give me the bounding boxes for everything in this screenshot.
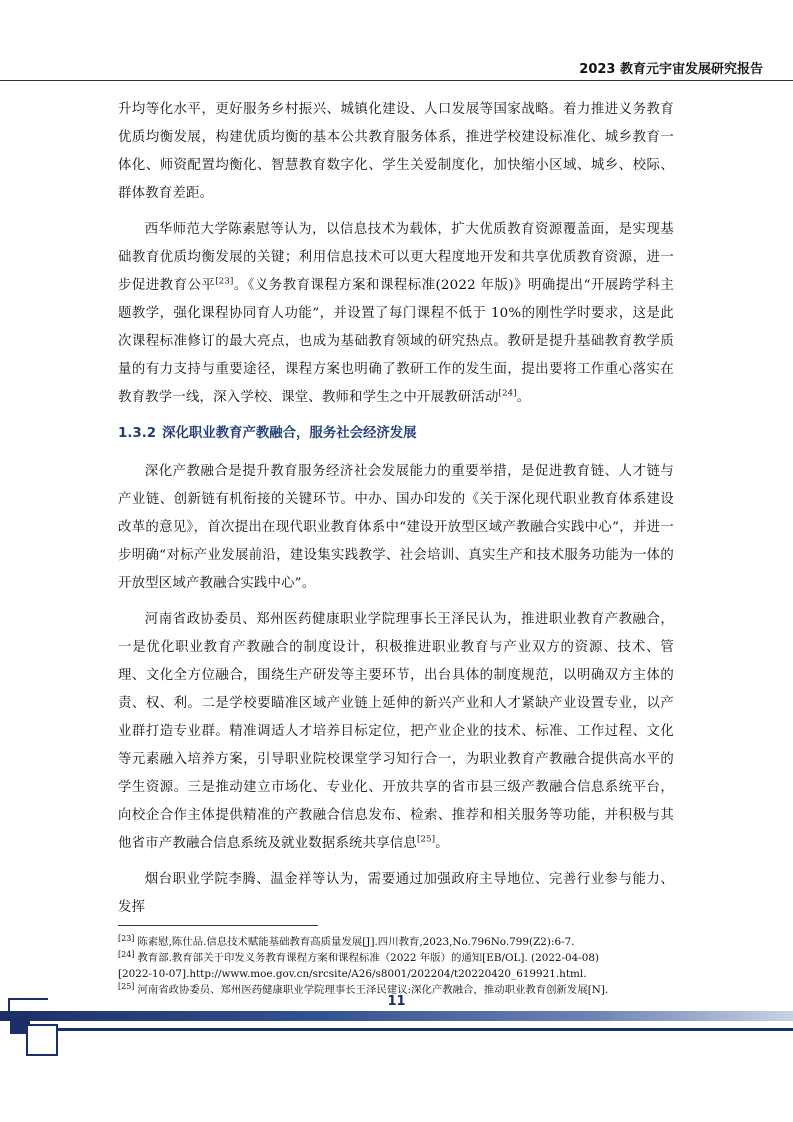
citation-24: [24] bbox=[498, 388, 517, 399]
section-title: 深化职业教育产教融合，服务社会经济发展 bbox=[162, 426, 417, 441]
paragraph-4 bbox=[118, 606, 674, 858]
paragraph-3: 深化产教融合是提升教育服务经济社会发展能力的重要举措，是促进教育链、人才链与产业链、创新链有机衔接的关键环节。中办、国办印发的《关于深化现代职业教育体系建设改革的意见》，首次提出在现代职业教育体系中“建设开放型区域产教融合实践中心”，并进一步明确“对标产业发展前沿，建设集实践教学、社会培训、真实生产和技术服务功能为一体的开放型区域产教融合实践中心”。 bbox=[118, 464, 674, 591]
paragraph-2-part-c: 。 bbox=[516, 390, 531, 405]
footnote-mark: [23] bbox=[118, 933, 135, 943]
footer-rule bbox=[58, 1028, 793, 1031]
running-header: 2023 教育元宇宙发展研究报告 bbox=[579, 62, 763, 77]
header-rule bbox=[0, 80, 793, 81]
paragraph-5: 烟台职业学院李腾、温金祥等认为，需要通过加强政府主导地位、完善行业参与能力、发挥 bbox=[118, 872, 674, 915]
page-number: 11 bbox=[387, 994, 406, 1009]
paragraph-2-part-b: 。《义务教育课程方案和课程标准(2022 年版)》明确提出“开展跨学科主题教学，强化课程协同育人功能”，并设置了每门课程不低于 10%的刚性学时要求，这是此次课程标准修订的最大亮点，也成为基础教育领域的研究热点。教研是提升基础教育教学质量的有力支持与重要途径，课程方案也明确了教研工作的发生面，提出要将工作重心落实在教育教学一线，深入学校、课堂、教师和学生之中开展教研活动 bbox=[118, 278, 674, 405]
footnote-24-continued bbox=[118, 966, 674, 982]
paragraph-4-part-b: 。 bbox=[435, 836, 449, 851]
paragraph-1: 升均等化水平，更好服务乡村振兴、城镇化建设、人口发展等国家战略。着力推进义务教育优质均衡发展，构建优质均衡的基本公共教育服务体系，推进学校建设标准化、城乡教育一体化、师资配置均衡化、智慧教育数字化、学生关爱制度化，加快缩小区域、城乡、校际、群体教育差距。 bbox=[118, 102, 674, 201]
citation-23: [23] bbox=[215, 276, 234, 287]
footnote-24 bbox=[118, 950, 674, 966]
section-number: 1.3.2 bbox=[118, 426, 157, 441]
section-heading bbox=[118, 420, 674, 448]
footnote-link[interactable]: [2022-10-07].http://www.moe.gov.cn/srcsite/A26/s8001/202204/t20220420_619921.html. bbox=[118, 968, 587, 980]
paragraph-2 bbox=[118, 216, 674, 412]
footer-band bbox=[0, 1011, 793, 1021]
footnote-text: 教育部.教育部关于印发义务教育课程方案和课程标准（2022 年版）的通知[EB/OL]. (2022-04-08) bbox=[137, 952, 600, 964]
footnote-text: 陈素慰,陈仕品.信息技术赋能基础教育高质量发展[J].四川教育,2023,No.796No.799(Z2):6-7. bbox=[137, 936, 575, 948]
body-text bbox=[118, 96, 674, 930]
paragraph-4-part-a: 河南省政协委员、郑州医药健康职业学院理事长王泽民认为，推进职业教育产教融合，一是优化职业教育产教融合的制度设计，积极推进职业教育与产业双方的资源、技术、管理、文化全方位融合，围绕生产研发等主要环节，出台具体的制度规范，以明确双方主体的责、权、利。二是学校要瞄准区域产业链上延伸的新兴产业和人才紧缺产业设置专业，以产业群打造专业群。精准调适人才培养目标定位，把产业企业的技术、标准、工作过程、文化等元素融入培养方案，引导职业院校课堂学习知行合一，为职业教育产教融合提供高水平的学生资源。三是推动建立市场化、专业化、开放共享的省市县三级产教融合信息系统平台，向校企合作主体提供精准的产教融合信息发布、检索、推荐和相关服务等功能，并积极与其他省市产教融合信息系统及就业数据系统共享信息 bbox=[118, 612, 674, 851]
footnotes bbox=[118, 934, 674, 998]
footnote-mark: [25] bbox=[118, 981, 135, 991]
footnote-mark: [24] bbox=[118, 949, 135, 959]
footer-box-ornament bbox=[26, 1024, 58, 1056]
footnote-text: 河南省政协委员、郑州医药健康职业学院理事长王泽民建议:深化产教融合，推动职业教育创新发展[N]. bbox=[137, 984, 609, 996]
paragraph-2-part-a: 西华师范大学陈素慰等认为，以信息技术为载体，扩大优质教育资源覆盖面，是实现基础教育优质均衡发展的关键；利用信息技术可以更大程度地开发和共享优质教育资源，进一步促进教育公平 bbox=[118, 222, 674, 293]
footnote-rule bbox=[118, 925, 318, 926]
footnote-23 bbox=[118, 934, 674, 950]
citation-25: [25] bbox=[417, 834, 436, 845]
